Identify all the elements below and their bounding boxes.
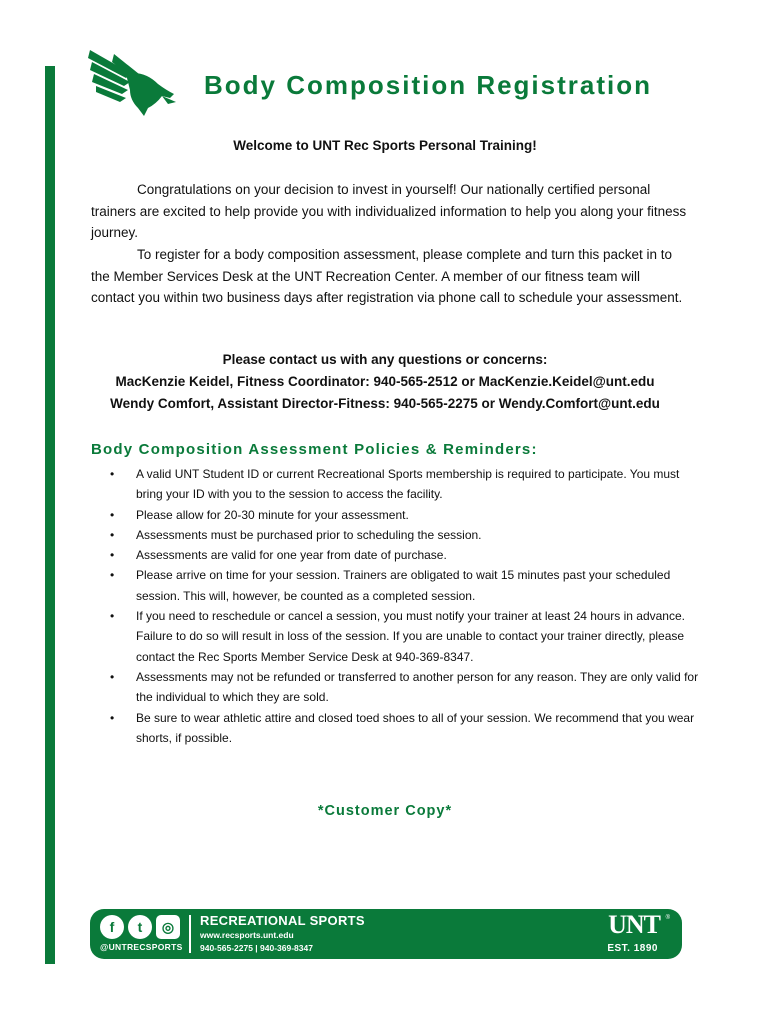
instagram-icon[interactable]: ◎ bbox=[156, 915, 180, 939]
list-item: • Please allow for 20-30 minute for your assessment. bbox=[110, 505, 700, 525]
list-item: • Be sure to wear athletic attire and closed toed shoes to all of your session. We recommend that you wear shorts, if possible. bbox=[110, 708, 700, 749]
social-icons bbox=[100, 915, 180, 939]
unt-logo: UNT bbox=[608, 910, 660, 939]
list-item: • A valid UNT Student ID or current Recreational Sports membership is required to participate. You must bring your ID with you to the session to access the facility. bbox=[110, 464, 700, 505]
bullet-icon: • bbox=[110, 568, 115, 583]
list-item: • Assessments are valid for one year from date of purchase. bbox=[110, 545, 700, 565]
footer-divider bbox=[189, 915, 191, 953]
left-green-bar bbox=[45, 66, 55, 964]
list-item: • If you need to reschedule or cancel a session, you must notify your trainer at least 24 hours in advance. Failure to do so will result in loss of the session. If you are unable to contact your trainer directly, please contact the Rec Sports Member Service Desk at 940-369-8347. bbox=[110, 606, 700, 667]
twitter-icon[interactable]: t bbox=[128, 915, 152, 939]
footer-title: RECREATIONAL SPORTS bbox=[200, 913, 365, 928]
customer-copy-label: *Customer Copy* bbox=[317, 803, 453, 819]
bullet-icon: • bbox=[110, 669, 115, 684]
established-label: EST. 1890 bbox=[607, 943, 658, 954]
social-handle: @UNTRECSPORTS bbox=[100, 942, 183, 952]
registered-mark: ® bbox=[665, 915, 670, 921]
list-item: • Assessments must be purchased prior to scheduling the session. bbox=[110, 525, 700, 545]
contact-line-fitness-coordinator: MacKenzie Keidel, Fitness Coordinator: 940-565-2512 or MacKenzie.Keidel@unt.edu bbox=[115, 374, 655, 389]
contact-heading: Please contact us with any questions or concerns: bbox=[222, 352, 548, 367]
contact-block bbox=[0, 349, 770, 415]
bullet-icon: • bbox=[110, 609, 115, 624]
policy-list bbox=[110, 464, 700, 748]
list-item: • Assessments may not be refunded or transferred to another person for any reason. They are only valid for the individual to which they are sold. bbox=[110, 667, 700, 708]
bullet-icon: • bbox=[110, 710, 115, 725]
footer-banner bbox=[90, 909, 682, 959]
contact-line-assistant-director: Wendy Comfort, Assistant Director-Fitness: 940-565-2275 or Wendy.Comfort@unt.edu bbox=[110, 396, 660, 411]
bullet-icon: • bbox=[110, 548, 115, 563]
footer-phones: 940-565-2275 | 940-369-8347 bbox=[200, 943, 313, 953]
facebook-icon[interactable]: f bbox=[100, 915, 124, 939]
list-item: • Please arrive on time for your session. Trainers are obligated to wait 15 minutes past your scheduled session. This will, however, be counted as a completed session. bbox=[110, 565, 700, 606]
bullet-icon: • bbox=[110, 467, 115, 481]
policies-heading: Body Composition Assessment Policies & Reminders: bbox=[91, 441, 538, 458]
eagle-logo-icon bbox=[86, 44, 182, 120]
footer-url[interactable]: www.recsports.unt.edu bbox=[200, 930, 294, 940]
intro-paragraph-2: To register for a body composition assessment, please complete and turn this packet in to the Member Services Desk at the UNT Recreation Center. A member of our fitness team will contact you within two business days after registration via phone call to schedule your assessment. bbox=[91, 247, 683, 305]
welcome-heading: Welcome to UNT Rec Sports Personal Training! bbox=[233, 138, 537, 153]
page-title: Body Composition Registration bbox=[204, 70, 652, 100]
bullet-icon: • bbox=[110, 507, 115, 522]
intro-paragraph-1: Congratulations on your decision to invest in yourself! Our nationally certified personal trainers are excited to help provide you with individualized information to help you along your fitness journey. bbox=[91, 182, 687, 240]
bullet-icon: • bbox=[110, 527, 115, 542]
